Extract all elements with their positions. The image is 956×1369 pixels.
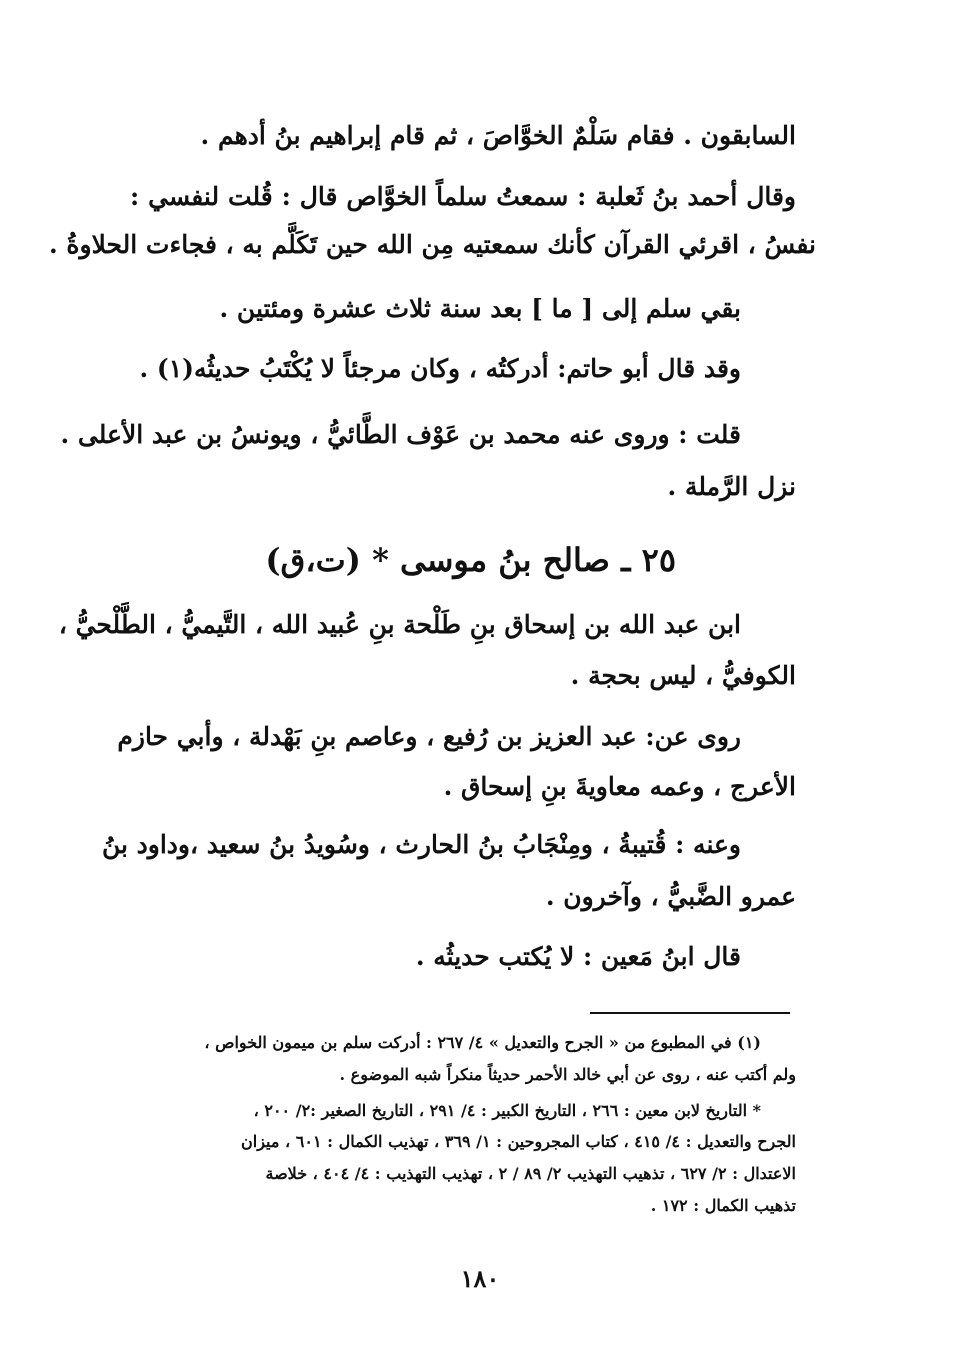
footnote-line-2: ولم أكتب عنه ، روى عن أبي خالد الأحمر حديثاً منكراً شبه الموضوع . xyxy=(339,1065,796,1084)
page-number: ١٨٠ xyxy=(460,1264,500,1293)
body-line-3: نفسُ ، اقرئي القرآن كأنك سمعتيه مِن الله حين تَكَلَّم به ، فجاءت الحلاوةُ . xyxy=(49,230,816,259)
footnote-line-6: تذهيب الكمال : ١٧٢ . xyxy=(650,1196,796,1215)
footnote-line-4: الجرح والتعديل : ٤/ ٤١٥ ، كتاب المجروحين : ١/ ٣٦٩ ، تهذيب الكمال : ٦٠١ ، ميزان xyxy=(241,1132,796,1151)
body-line-7: نزل الرَّملة . xyxy=(667,472,796,501)
footnote-separator xyxy=(590,1012,790,1014)
footnote-line-3: * التاريخ لابن معين : ٢٦٦ ، التاريخ الكبير : ٤/ ٢٩١ ، التاريخ الصغير :٢/ ٢٠٠ ، xyxy=(253,1101,761,1120)
entry-line-2: الكوفيُّ ، ليس بحجة . xyxy=(570,661,796,690)
entry-line-5: وعنه : قُتيبةُ ، ومِنْجَابُ بنُ الحارث ، وسُويدُ بنُ سعيد ،وداود بنُ xyxy=(101,830,741,859)
entry-line-7: قال ابنُ مَعين : لا يُكتب حديثُه . xyxy=(415,942,741,971)
footnote-line-1: (١) في المطبوع من « الجرح والتعديل » ٤/ ٢٦٧ : أدركت سلم بن ميمون الخواص ، xyxy=(204,1033,761,1052)
entry-line-6: عمرو الضَّبيُّ ، وآخرون . xyxy=(545,882,796,911)
footnote-line-5: الاعتدال : ٢/ ٦٢٧ ، تذهيب التهذيب ٢/ ٨٩ / ٢ ، تهذيب التهذيب : ٤/ ٤٠٤ ، خلاصة xyxy=(265,1164,796,1183)
body-line-5: وقد قال أبو حاتم: أدركتُه ، وكان مرجئاً لا يُكْتَبُ حديثُه(١) . xyxy=(139,354,741,383)
entry-line-4: الأعرج ، وعمه معاويةَ بنِ إسحاق . xyxy=(443,772,796,801)
entry-heading: ٢٥ ـ صالح بنُ موسى * (ت،ق) xyxy=(265,541,676,579)
body-line-1: السابقون . فقام سَلْمٌ الخوَّاصَ ، ثم قام إبراهيم بنُ أدهم . xyxy=(200,121,796,150)
body-line-6: قلت : وروى عنه محمد بن عَوْف الطَّائيُّ ، ويونسُ بن عبد الأعلى . xyxy=(60,420,741,449)
entry-line-1: ابن عبد الله بن إسحاق بنِ طَلْحة بنِ عُبيد الله ، التَّيميُّ ، الطَّلْحيُّ ، xyxy=(58,610,741,639)
entry-line-3: روى عن: عبد العزيز بن رُفيع ، وعاصم بنِ بَهْدلة ، وأبي حازم xyxy=(117,722,741,751)
body-line-2: وقال أحمد بنُ ثَعلبة : سمعتُ سلماً الخوَّاص قال : قُلت لنفسي : xyxy=(130,182,796,211)
body-line-4: بقي سلم إلى [ ما ] بعد سنة ثلاث عشرة ومئتين . xyxy=(219,294,741,323)
